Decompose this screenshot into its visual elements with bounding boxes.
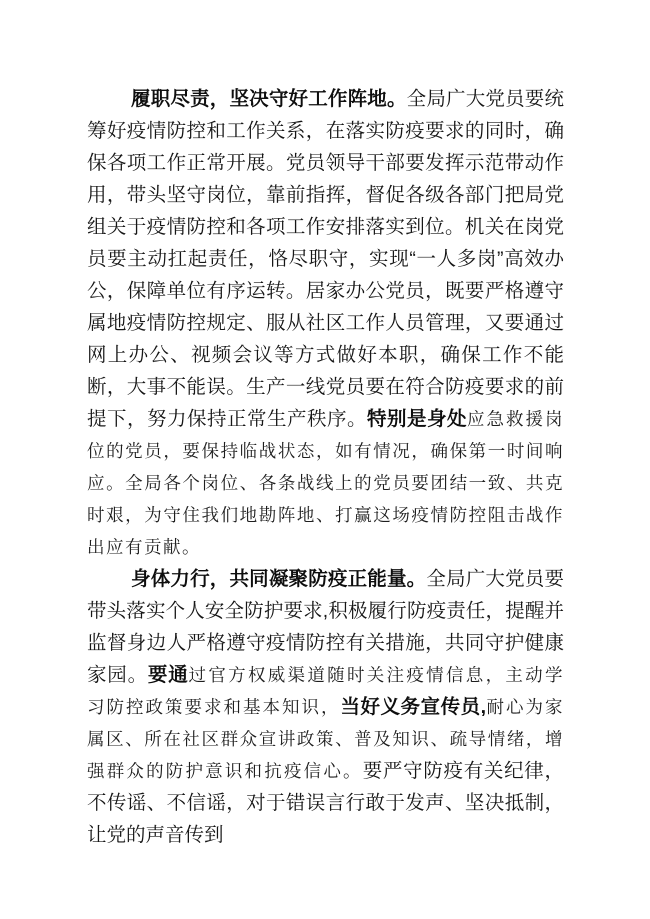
p2-body-text-1: 全局广大党员要带头落实个人安全防护要求,积极履行防疫责任，提醒并监督身边人严格遵守疫情防控有关措施，共同守护健康家园。 [87, 568, 564, 686]
p1-lead-sentence-bold: 履职尽责，坚决守好工作阵地。 [131, 88, 407, 110]
p2-kai-text-1: 过官方权威渠道随时关注疫情信息，主动学习防控政策要求和基本知识， [87, 665, 564, 717]
p1-body-text: 全局广大党员要统筹好疫情防控和工作关系，在落实防疫要求的同时，确保各项工作正常开展。党员领导干部要发挥示范带动作用，带头坚守岗位，靠前指挥，督促各级各部门把局党组关于疫情防控和各项工作安排落实到位。机关在岗党员要主动扛起责任，恪尽职守，实现“一人多岗”高效办公，保障单位有序运转。居家办公党员，既要严格遵守属地疫情防控规定、服从社区工作人员管理，又要通过网上办公、视频会议等方式做好本职，确保工作不能断，大事不能误。生产一线党员要在符合防疫要求的前提下，努力保持正常生产秩序。 [87, 88, 564, 430]
paragraph-positive-energy [87, 563, 564, 851]
p2-body-text-2: 要严守防疫有关纪律，不传谣、不信谣，对于错误言行敢于发声、坚决抵制，让党的声音传到 [87, 760, 564, 846]
p2-kai-text-2: 耐心为家属区、所在社区群众宣讲政策、普及知识、疏导情绪，增强群众的防护意识和抗疫信心。 [87, 697, 565, 781]
p2-emphasis-yaotong-bold: 要通 [147, 664, 189, 686]
p1-kai-text: 应急救援岗位的党员，要保持临战状态，如有情况，确保第一时间响应。全局各个岗位、各条战线上的党员要团结一致、共克时艰，为守住我们地勘阵地、打赢这场疫情防控阻击战作出应有贡献。 [87, 409, 564, 557]
p2-lead-sentence-bold: 身体力行，共同凝聚防疫正能量。 [131, 568, 427, 590]
paragraph-duty [87, 83, 564, 563]
p1-emphasis-bold: 特别是身处 [366, 408, 467, 430]
p2-emphasis-propagandist-bold: 当好义务宣传员, [340, 696, 486, 718]
